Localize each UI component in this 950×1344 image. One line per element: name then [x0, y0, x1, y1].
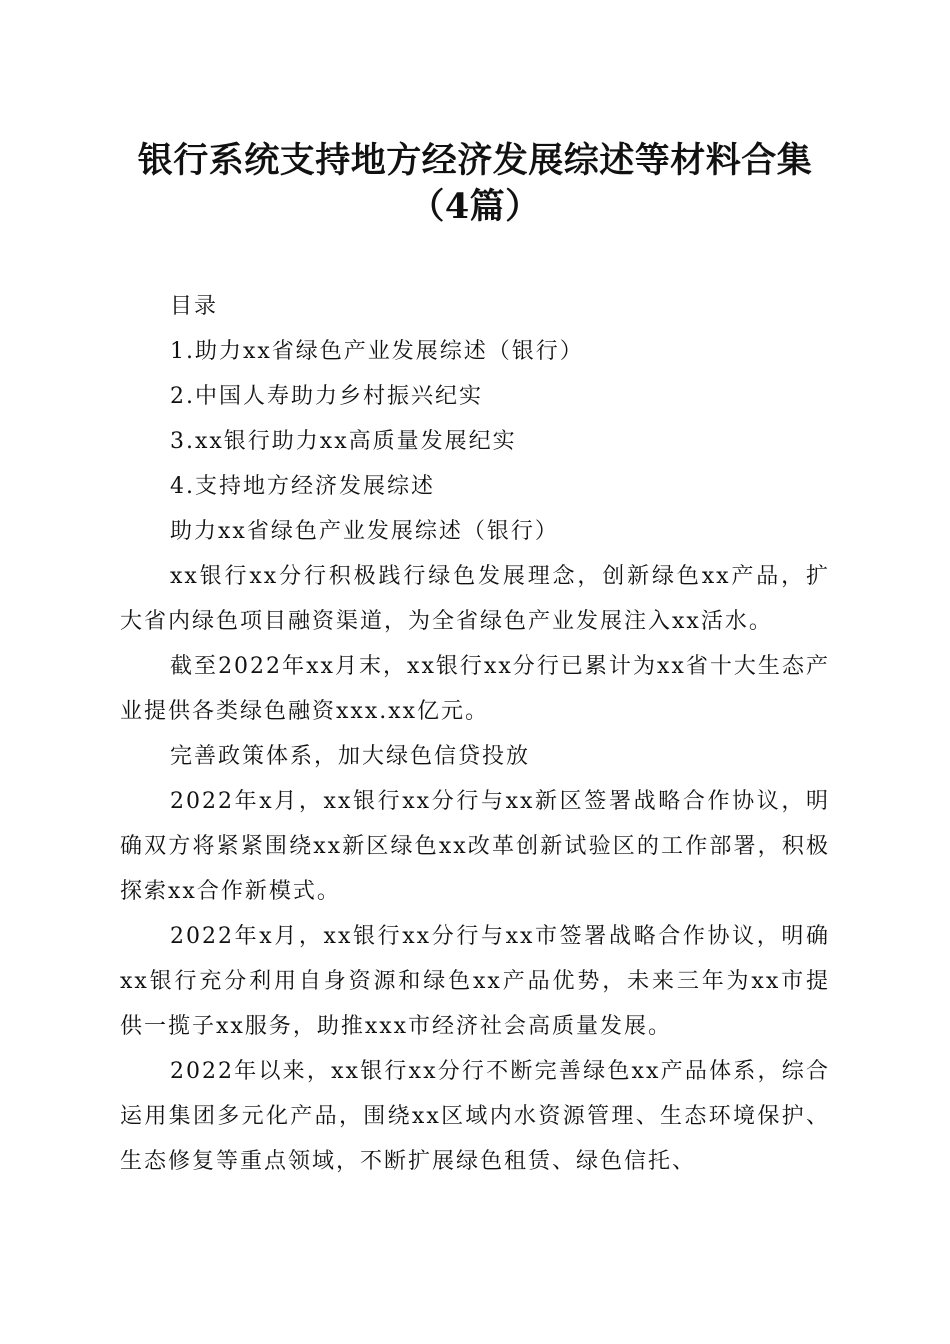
paragraph-5: 2022年以来，xx银行xx分行不断完善绿色xx产品体系，综合运用集团多元化产品，围绕xx区域内水资源管理、生态环境保护、生态修复等重点领域，不断扩展绿色租赁、绿色信托、: [120, 1059, 830, 1174]
paragraph-2: 截至2022年xx月末，xx银行xx分行已累计为xx省十大生态产业提供各类绿色融资xxx.xx亿元。: [120, 654, 830, 724]
toc-item-2: 2.中国人寿助力乡村振兴纪实: [170, 384, 483, 409]
toc-item-3: 3.xx银行助力xx高质量发展纪实: [170, 429, 517, 454]
toc-item-4: 4.支持地方经济发展综述: [170, 474, 435, 499]
document-title: [120, 0, 830, 230]
paragraph-3: 2022年x月，xx银行xx分行与xx新区签署战略合作协议，明确双方将紧紧围绕xx新区绿色xx改革创新试验区的工作部署，积极探索xx合作新模式。: [120, 789, 830, 904]
document-body: [120, 284, 830, 1184]
paragraph-4: 2022年x月，xx银行xx分行与xx市签署战略合作协议，明确xx银行充分利用自身资源和绿色xx产品优势，未来三年为xx市提供一揽子xx服务，助推xxx市经济社会高质量发展。: [120, 924, 830, 1039]
toc-heading: 目录: [170, 294, 219, 319]
toc-item-1: 1.助力xx省绿色产业发展综述（银行）: [170, 339, 584, 364]
section-title: 助力xx省绿色产业发展综述（银行）: [170, 519, 559, 544]
paragraph-1: xx银行xx分行积极践行绿色发展理念，创新绿色xx产品，扩大省内绿色项目融资渠道，为全省绿色产业发展注入xx活水。: [120, 564, 830, 634]
subheading: 完善政策体系，加大绿色信贷投放: [170, 744, 531, 769]
title-line-2: （4篇）: [409, 186, 541, 227]
title-line-1: 银行系统支持地方经济发展综述等材料合集: [137, 140, 813, 181]
